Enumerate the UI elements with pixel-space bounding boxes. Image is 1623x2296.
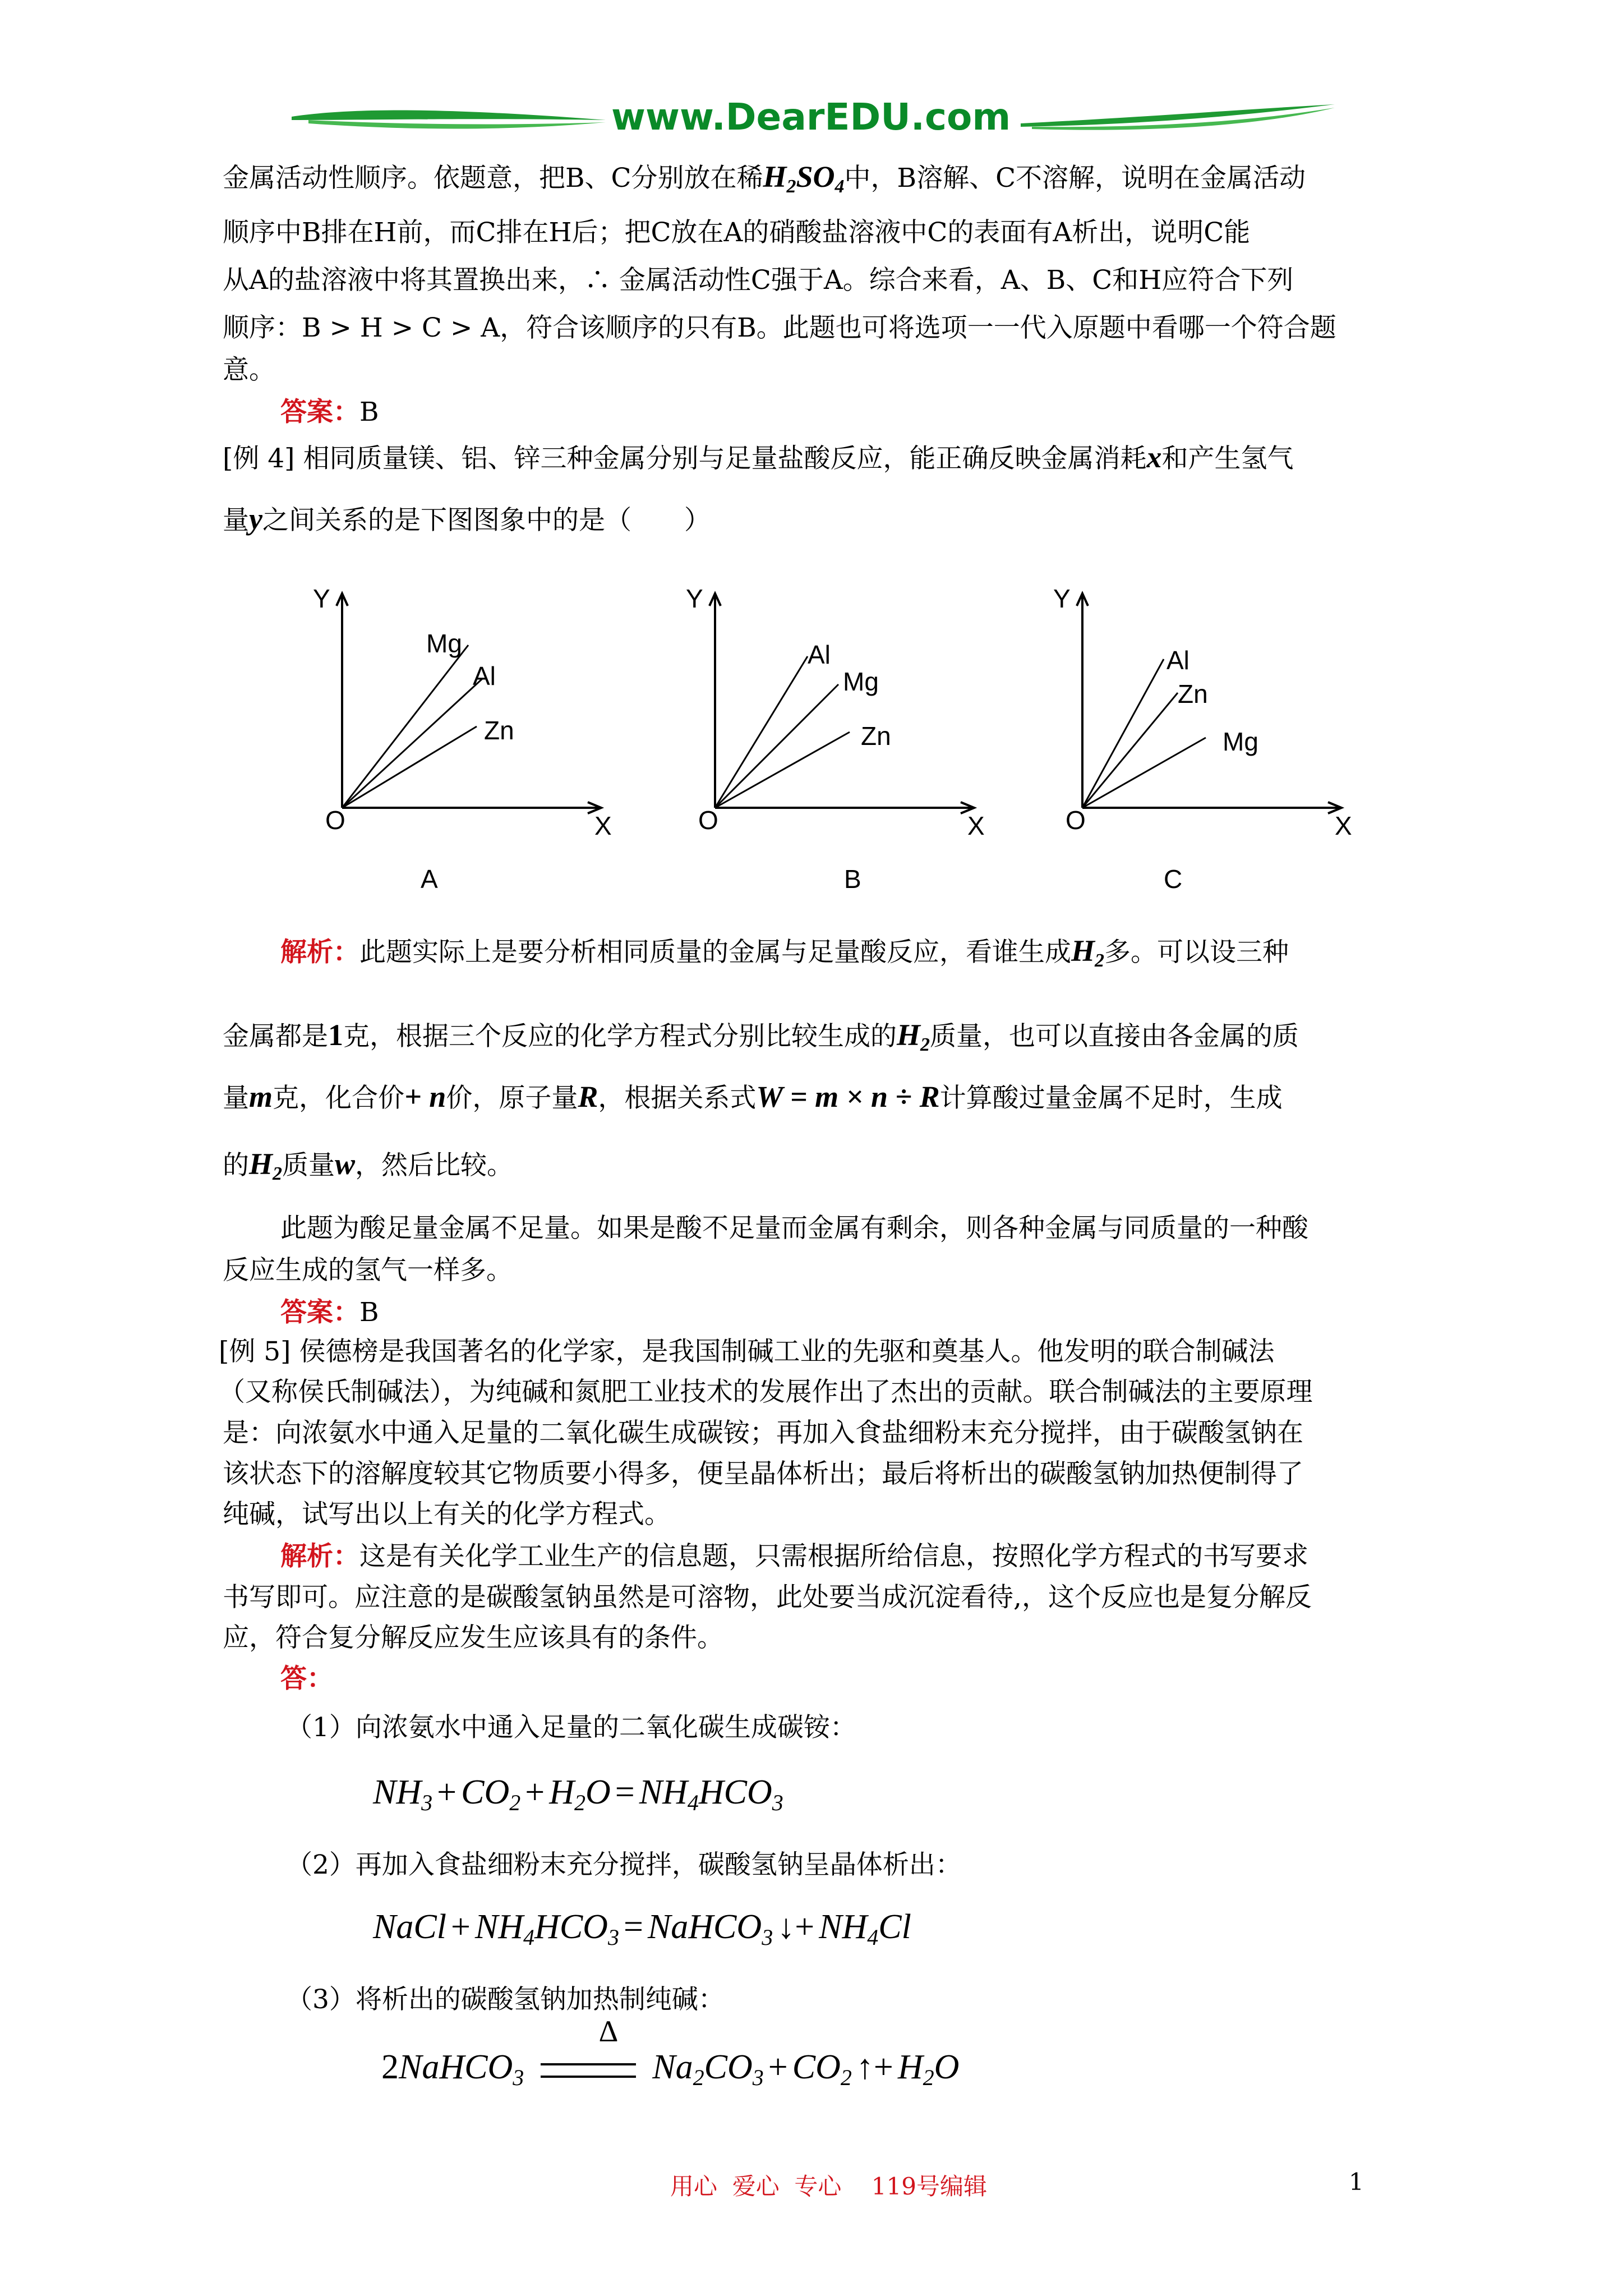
x-axis-label: X [1335, 811, 1352, 840]
graph-b [676, 583, 990, 853]
analysis1-p2-line2: 反应生成的氢气一样多。 [223, 1255, 513, 1286]
analysis2-line1: 解析：这是有关化学工业生产的信息题，只需根据所给信息，按照化学方程式的书写要求 [280, 1541, 1308, 1572]
formula-h2: $H_2$ [249, 1147, 283, 1184]
origin-label: O [325, 806, 345, 835]
y-axis-label: Y [313, 584, 330, 613]
answer-value: B [359, 1297, 379, 1328]
answer-value: B [359, 397, 379, 427]
analysis-label: 解析： [280, 937, 359, 968]
line-label: Al [808, 640, 831, 669]
figure-a [303, 583, 617, 894]
equals-sign [541, 2063, 636, 2078]
origin-label: O [698, 806, 718, 835]
answer1 [280, 395, 379, 429]
header-swoosh-left [292, 101, 606, 135]
header-banner [0, 90, 1623, 163]
var-x: x [1146, 440, 1162, 474]
origin-label: O [1066, 806, 1086, 835]
analysis1-line2: 金属都是1克，根据三个反应的化学方程式分别比较生成的$H_2$质量，也可以直接由各金属的质 [223, 1018, 1299, 1055]
line-label: Mg [426, 629, 462, 658]
site-title: www.DearEDU.com [611, 95, 1011, 139]
example5-line5: 纯碱，试写出以上有关的化学方程式。 [223, 1499, 671, 1530]
page-number: 1 [1349, 2168, 1364, 2196]
line-label: Mg [1223, 727, 1258, 756]
answer-label: 答案： [280, 397, 359, 427]
line-label: Zn [484, 716, 514, 745]
analysis-label: 解析： [280, 1541, 359, 1572]
para1-line3: 从A的盐溶液中将其置换出来，∴ 金属活动性C强于A。综合来看，A、B、C和H应符合下列 [223, 265, 1294, 296]
answer3-label: 答： [280, 1663, 333, 1694]
figure-b [676, 583, 990, 894]
line-label: Zn [861, 721, 891, 751]
y-axis-label: Y [686, 584, 703, 613]
graph-c [1043, 583, 1357, 853]
step3-text: （3）将析出的碳酸氢钠加热制纯碱： [286, 1984, 725, 2015]
example4-line2: 量y之间关系的是下图图象中的是（ ） [223, 502, 711, 536]
y-axis-label: Y [1053, 584, 1071, 613]
answer-label: 答案： [280, 1297, 359, 1328]
para1-line5: 意。 [223, 355, 275, 385]
para1-line2: 顺序中B排在H前，而C排在H后；把C放在A的硝酸盐溶液中C的表面有A析出，说明C能 [223, 217, 1251, 248]
equation-2: NaCl + $NH_4HCO_3$ = NaHCO$_3$ ↓+ $NH_4Cl$ [373, 1908, 911, 1950]
figure-caption: C [1164, 864, 1183, 894]
figure-caption: B [844, 864, 861, 894]
heat-condition: Δ [598, 2014, 619, 2048]
example5-line1: [例 5] 侯德榜是我国著名的化学家，是我国制碱工业的先驱和奠基人。他发明的联合制碱法 [219, 1336, 1275, 1367]
x-axis-label: X [594, 811, 612, 840]
formula-h2so4: $H_2SO_4$ [763, 160, 845, 197]
step1-text: （1）向浓氨水中通入足量的二氧化碳生成碳铵： [286, 1712, 856, 1743]
figure-caption: A [421, 864, 438, 894]
step2-text: （2）再加入食盐细粉末充分搅拌，碳酸氢钠呈晶体析出： [286, 1849, 962, 1880]
footer-text: 用心 爱心 专心 119号编辑 [670, 2173, 987, 2200]
x-axis-label: X [967, 811, 985, 840]
example5-line4: 该状态下的溶解度较其它物质要小得多，便呈晶体析出；最后将析出的碳酸氢钠加热便制得了 [223, 1458, 1303, 1489]
line-label: Al [1166, 646, 1189, 675]
para1-line4: 顺序：B > H > C > A，符合该顺序的只有B。此题也可将选项一一代入原题中看哪一个符合题 [223, 312, 1336, 343]
formula-w: W = m × n ÷ R [756, 1080, 940, 1114]
analysis1-line4: 的$H_2$质量w，然后比较。 [223, 1147, 514, 1184]
example5-line2: （又称侯氏制碱法），为纯碱和氮肥工业技术的发展作出了杰出的贡献。联合制碱法的主要原理 [219, 1377, 1313, 1407]
graph-a [303, 583, 617, 853]
formula-h2: $H_2$ [1071, 934, 1105, 971]
figure-c [1043, 583, 1357, 894]
analysis2-line2: 书写即可。应注意的是碳酸氢钠虽然是可溶物，此处要当成沉淀看待,，这个反应也是复分解反 [223, 1582, 1312, 1613]
var-y: y [249, 502, 262, 536]
answer2 [280, 1296, 379, 1329]
line-label: Zn [1178, 679, 1208, 708]
analysis1-line3: 量m克，化合价+ n价，原子量R，根据关系式W = m × n ÷ R计算酸过量金属不足时，生成 [223, 1080, 1283, 1114]
analysis2-line3: 应，符合复分解反应发生应该具有的条件。 [223, 1622, 723, 1653]
line-label: Al [473, 661, 496, 691]
formula-h2: $H_2$ [897, 1018, 930, 1055]
analysis1-p2-line1: 此题为酸足量金属不足量。如果是酸不足量而金属有剩余，则各种金属与同质量的一种酸 [280, 1213, 1308, 1244]
header-swoosh-right [1021, 95, 1335, 135]
example4-line1: [例 4] 相同质量镁、铝、锌三种金属分别与足量盐酸反应，能正确反映金属消耗x和产生氢气 [223, 440, 1294, 474]
line-label: Mg [843, 667, 879, 696]
para1-line1: 金属活动性顺序。依题意，把B、C分别放在稀$H_2SO_4$中，B溶解、C不溶解，说明在金属活动 [223, 160, 1306, 197]
equation-1: $NH_3 + CO_2 + H_2O = NH_4HCO_3$ [373, 1773, 783, 1815]
example5-line3: 是：向浓氨水中通入足量的二氧化碳生成碳铵；再加入食盐细粉末充分搅拌，由于碳酸氢钠在 [223, 1418, 1303, 1448]
analysis1-line1: 解析：此题实际上是要分析相同质量的金属与足量酸反应，看谁生成$H_2$多。可以设三种 [280, 934, 1289, 971]
equation-3: 2NaHCO$_3$ Δ $Na_2CO_3 + CO_2$ ↑+ $H_2O$ [381, 2014, 960, 2090]
